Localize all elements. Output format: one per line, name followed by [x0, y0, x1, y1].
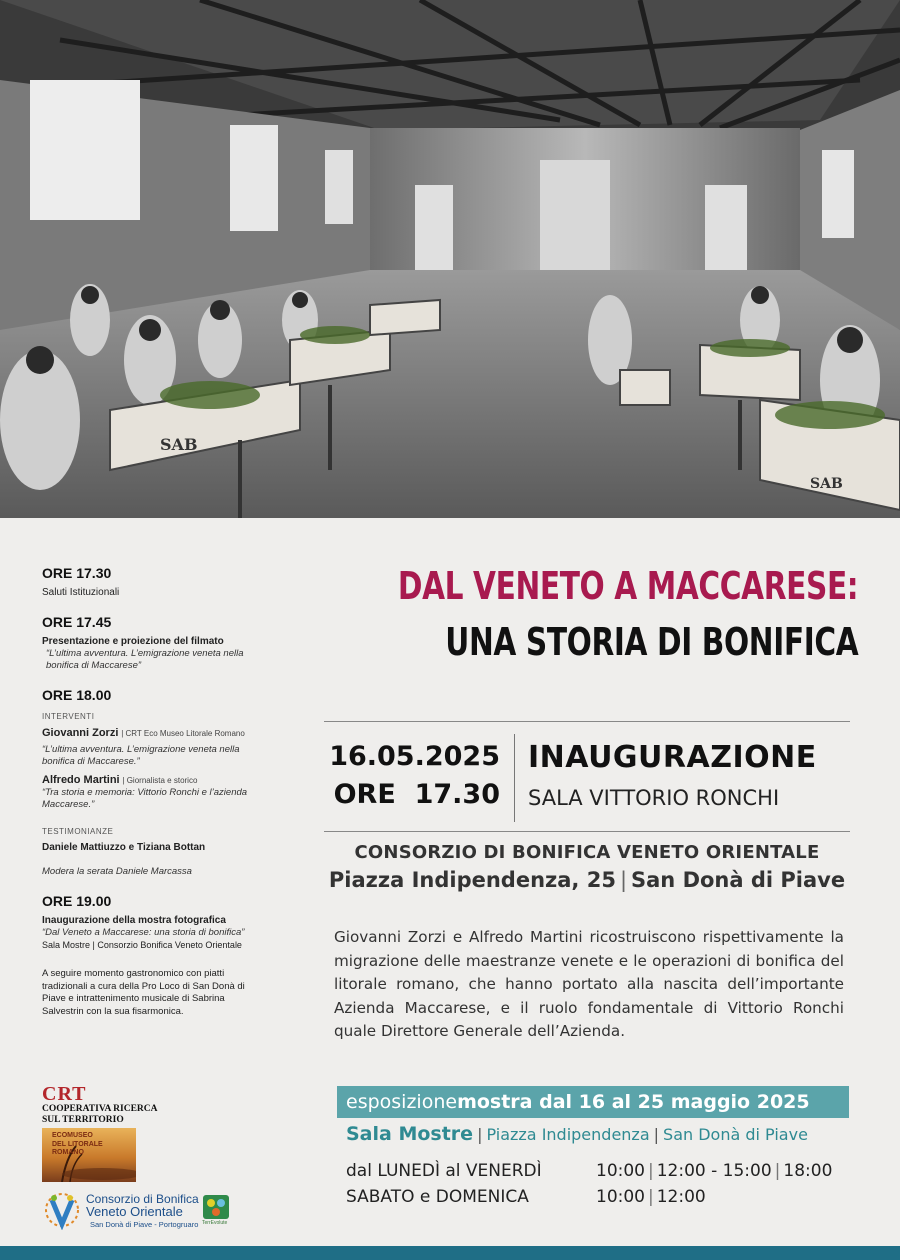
title-line-1: DAL VENETO A MACCARESE:: [397, 564, 858, 608]
program-time: ORE 17.45: [42, 614, 112, 630]
hours-value: 18:00: [783, 1161, 833, 1181]
weekdays-hours: 10:00 | 12:00 - 15:00 | 18:00: [596, 1161, 833, 1181]
footer-bar: [0, 1246, 900, 1260]
weekend-hours: 10:00 | 12:00: [596, 1187, 706, 1207]
exhibition-square: Piazza Indipendenza: [486, 1125, 650, 1144]
consorzio-line: Veneto Orientale: [86, 1204, 183, 1219]
terrevolute-logo: [202, 1194, 230, 1228]
consorzio-emblem-icon: [42, 1190, 84, 1230]
terrevolute-label: TerrEvolute: [202, 1220, 228, 1226]
eco-line: ECOMUSEO: [52, 1132, 93, 1139]
closing-text: A seguire momento gastronomico con piatti tradizionali a cura della Pro Loco di San Donà di Piave e intrattenimento musicale di Sabrina Salvestrin con la sua fisarmonica.: [42, 968, 245, 1017]
exhibition-room: Sala Mostre: [346, 1123, 474, 1145]
speaker-talk: “L’ultima avventura. L’emigrazione veneta nella bonifica di Maccarese.”: [42, 744, 240, 767]
crate-label: SAB: [160, 435, 198, 454]
crt-name-line: COOPERATIVA RICERCA: [42, 1104, 158, 1114]
organizer: CONSORZIO DI BONIFICA VENETO ORIENTALE: [354, 842, 820, 863]
exhibition-dates: mostra dal 16 al 25 maggio 2025: [457, 1091, 810, 1113]
event-date: 16.05.2025: [329, 741, 500, 772]
testimonianze-names: Daniele Mattiuzzo e Tiziana Bottan: [42, 842, 206, 853]
program-column: [42, 564, 252, 1018]
speaker-name: Giovanni Zorzi: [42, 727, 119, 739]
exhibition-title: “Dal Veneto a Maccarese: una storia di bonifica”: [42, 927, 245, 938]
exhibition-place: Sala Mostre | Consorzio Bonifica Veneto Orientale: [42, 940, 242, 950]
film-title: “L’ultima avventura. L’emigrazione veneta nella bonifica di Maccarese”: [46, 648, 244, 671]
address-city: San Donà di Piave: [631, 868, 846, 892]
weekdays-label: dal LUNEDÌ al VENERDÌ: [346, 1161, 542, 1181]
exhibition-banner-text: [346, 1088, 810, 1116]
speaker-affiliation: | CRT Eco Museo Litorale Romano: [121, 729, 245, 738]
interventi-label: INTERVENTI: [42, 712, 95, 721]
exhibition-city: San Donà di Piave: [663, 1125, 808, 1144]
hours-value: 10:00: [596, 1187, 645, 1207]
speaker-talk: “Tra storia e memoria: Vittorio Ronchi e l’azienda Maccarese.”: [42, 787, 248, 810]
description: Giovanni Zorzi e Alfredo Martini ricostruiscono rispettivamente la migrazione delle maestranze venete e le operazioni di bonifica del litorale romano, che hanno portato alla nascita dell’importante Azienda Maccarese, e il ruolo fondamentale di Vittorio Ronchi quale Direttore Generale dell’Azienda.: [334, 928, 844, 1040]
eco-line: DEL LITORALE: [52, 1140, 103, 1148]
historical-photo: [0, 0, 900, 518]
crt-abbr: CRT: [42, 1083, 87, 1105]
consorzio-line: Consorzio di Bonifica: [86, 1192, 199, 1206]
crt-logo: [42, 1084, 162, 1126]
divider: [324, 721, 850, 722]
hours-value: 10:00: [596, 1161, 645, 1181]
speaker-name: Alfredo Martini: [42, 774, 120, 786]
crt-name-line: SUL TERRITORIO: [42, 1115, 124, 1125]
weekend-label: SABATO e DOMENICA: [346, 1187, 529, 1207]
program-text: Presentazione e proiezione del filmato: [42, 636, 224, 647]
program-text: Inaugurazione della mostra fotografica: [42, 915, 226, 926]
terrevolute-icon: [202, 1194, 230, 1220]
program-time: ORE 19.00: [42, 893, 112, 909]
speaker-affiliation: | Giornalista e storico: [122, 776, 198, 785]
divider: [514, 734, 515, 822]
hours-value: 12:00: [656, 1187, 706, 1207]
testimonianze-label: TESTIMONIANZE: [42, 827, 114, 836]
eco-line: ROMANO: [52, 1149, 84, 1156]
hours-value: 12:00 - 15:00: [656, 1161, 772, 1181]
event-time: ORE 17.30: [333, 779, 500, 810]
event-address: Piazza Indipendenza, 25 | San Donà di Piave: [328, 868, 846, 892]
event-datetime: [320, 738, 500, 814]
exhibition-prefix: esposizione: [346, 1091, 458, 1113]
program-time: ORE 18.00: [42, 687, 112, 703]
address-street: Piazza Indipendenza, 25: [328, 868, 616, 892]
crate-label: SAB: [810, 476, 843, 492]
poster-title: [398, 558, 858, 670]
event-label: INAUGURAZIONE: [528, 740, 817, 775]
event-venue: SALA VITTORIO RONCHI: [528, 786, 780, 810]
moderator: Modera la serata Daniele Marcassa: [42, 866, 192, 877]
exhibition-venue: Sala Mostre | Piazza Indipendenza | San Donà di Piave: [346, 1123, 808, 1145]
ecomuseo-logo: [42, 1128, 136, 1182]
program-text: Saluti Istituzionali: [42, 587, 120, 598]
consorzio-line: San Donà di Piave - Portogruaro: [90, 1220, 199, 1229]
title-line-2: UNA STORIA DI BONIFICA: [445, 620, 858, 664]
program-time: ORE 17.30: [42, 565, 112, 581]
divider: [324, 831, 850, 832]
